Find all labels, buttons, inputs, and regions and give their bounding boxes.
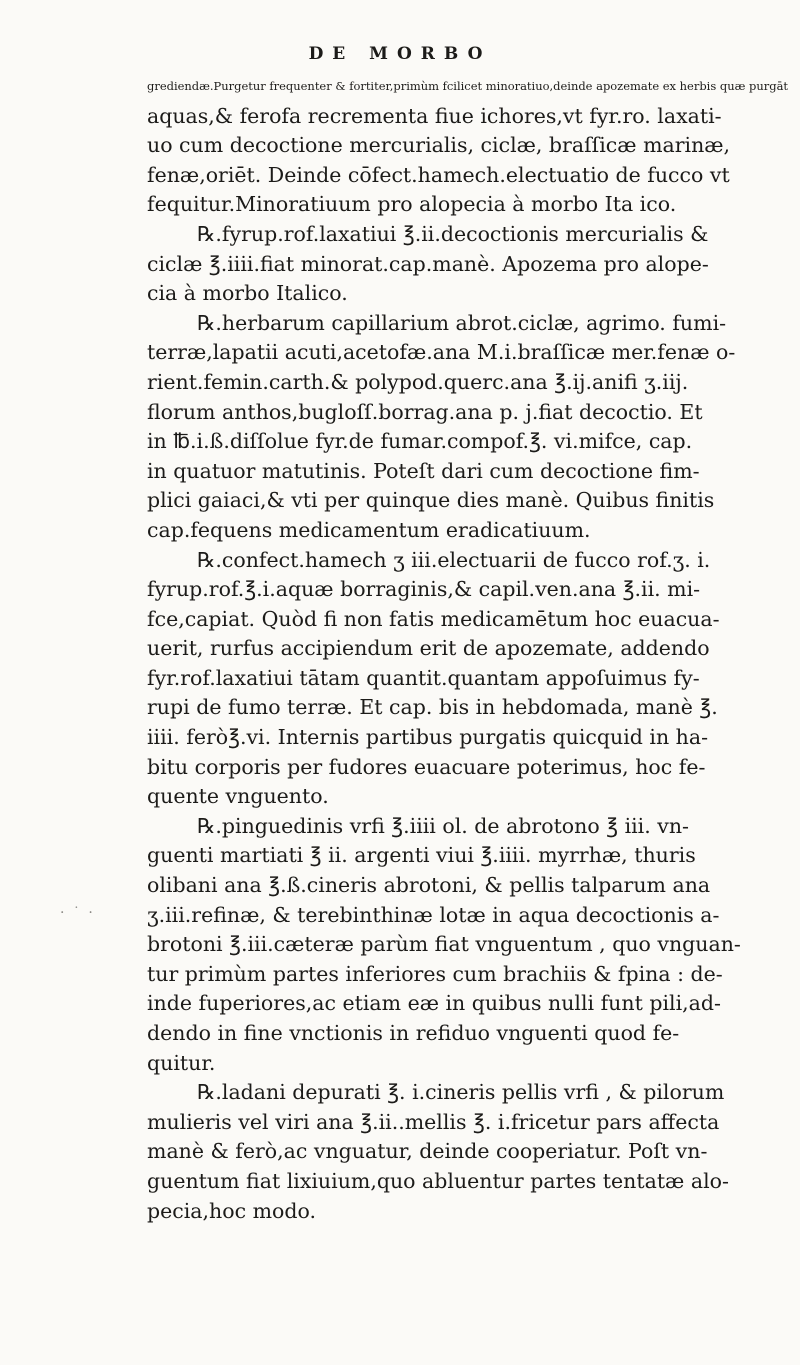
text-line: florum anthos,bugloſſ.borrag.ana p. j.fiat decoctio. Et	[147, 399, 703, 424]
margin-specks: · ˙ ·	[60, 905, 95, 921]
text-line: fce,capiat. Quòd fi non fatis medicamētum hoc euacua-	[147, 606, 720, 631]
text-line: olibani ana ℥.ß.cineris abrotoni, & pellis talparum ana	[147, 873, 711, 898]
text-line: quente vnguento.	[147, 784, 329, 809]
text-line: brotoni ℥.iii.cæteræ parùm fiat vnguentum , quo vnguan-	[147, 932, 741, 957]
body-text	[147, 72, 789, 1226]
text-line: fequitur.Minoratiuum pro alopecia à morbo Ita ico.	[147, 192, 677, 217]
text-line: inde fuperiores,ac etiam eæ in quibus nulli funt pili,ad-	[147, 991, 721, 1016]
text-line: in quatuor matutinis. Poteſt dari cum decoctione fim-	[147, 458, 700, 483]
text-line: manè & ferò,ac vnguatur, deinde cooperiatur. Poſt vn-	[147, 1139, 708, 1164]
text-line: fyr.rof.laxatiui tātam quantit.quantam appoſuimus fy-	[147, 665, 700, 690]
text-line: quitur.	[147, 1050, 216, 1075]
text-line: guentum fiat lixiuium,quo abluentur partes tentatæ alo-	[147, 1168, 729, 1193]
text-line: in ℔.i.ß.diſſolue fyr.de fumar.compof.℥. vi.mifce, cap.	[147, 429, 693, 454]
text-line: cap.fequens medicamentum eradicatiuum.	[147, 517, 591, 542]
text-line: rient.femin.carth.& polypod.querc.ana ℥.ij.anifi ʒ.iij.	[147, 369, 689, 394]
text-line: plici gaiaci,& vti per quinque dies manè. Quibus finitis	[147, 488, 715, 513]
text-line: ℞.herbarum capillarium abrot.ciclæ, agrimo. fumi-	[197, 310, 727, 335]
text-line: ℞.confect.hamech ʒ iii.electuarii de fucco rof.ʒ. i.	[197, 547, 711, 572]
text-line: fenæ,oriēt. Deinde cōfect.hamech.electuatio de fucco vt	[147, 162, 730, 187]
text-line: iiii. ferò℥.vi. Internis partibus purgatis quicquid in ha-	[147, 725, 709, 750]
text-line: rupi de fumo terræ. Et cap. bis in hebdomada, manè ℥.	[147, 695, 718, 720]
text-line: bitu corporis per fudores euacuare poterimus, hoc fe-	[147, 754, 706, 779]
text-line: ʒ.iii.refinæ, & terebinthinæ lotæ in aqua decoctionis a-	[147, 902, 720, 927]
text-line: ℞.fyrup.rof.laxatiui ℥.ii.decoctionis mercurialis &	[197, 221, 709, 246]
text-line: uerit, rurfus accipiendum erit de apozemate, addendo	[147, 636, 710, 661]
text-line: uo cum decoctione mercurialis, ciclæ, braſſicæ marinæ,	[147, 133, 731, 158]
text-line: ciclæ ℥.iiii.fiat minorat.cap.manè. Apozema pro alope-	[147, 251, 709, 276]
text-line: ℞.ladani depurati ℥. i.cineris pellis vrfi , & pilorum	[197, 1080, 725, 1105]
running-head: DE MORBO	[308, 44, 492, 64]
text-line: dendo in fine vnctionis in refiduo vnguenti quod fe-	[147, 1021, 680, 1045]
text-line: pecia,hoc modo.	[147, 1198, 316, 1223]
text-line: cia à morbo Italico.	[147, 281, 348, 306]
text-line: ℞.pinguedinis vrfi ℥.iiii ol. de abrotono ℥ iii. vn-	[197, 813, 689, 838]
text-line: terræ,lapatii acuti,acetofæ.ana M.i.braſſicæ mer.fenæ o-	[147, 340, 736, 365]
text-line: grediendæ.Purgetur frequenter & fortiter,primùm fcilicet minoratiuo,deinde apozemate ex herbis quæ purgāt	[147, 79, 789, 93]
text-line: guenti martiati ℥ ii. argenti viui ℥.iiii. myrrhæ, thuris	[147, 843, 696, 868]
text-line: aquas,& ferofa recrementa fiue ichores,vt fyr.ro. laxati-	[147, 103, 722, 128]
text-line: fyrup.rof.℥.i.aquæ borraginis,& capil.ven.ana ℥.ii. mi-	[147, 577, 701, 602]
text-line: mulieris vel viri ana ℥.ii..mellis ℥. i.fricetur pars affecta	[147, 1109, 720, 1134]
text-line: tur primùm partes inferiores cum brachiis & fpina : de-	[147, 961, 723, 986]
